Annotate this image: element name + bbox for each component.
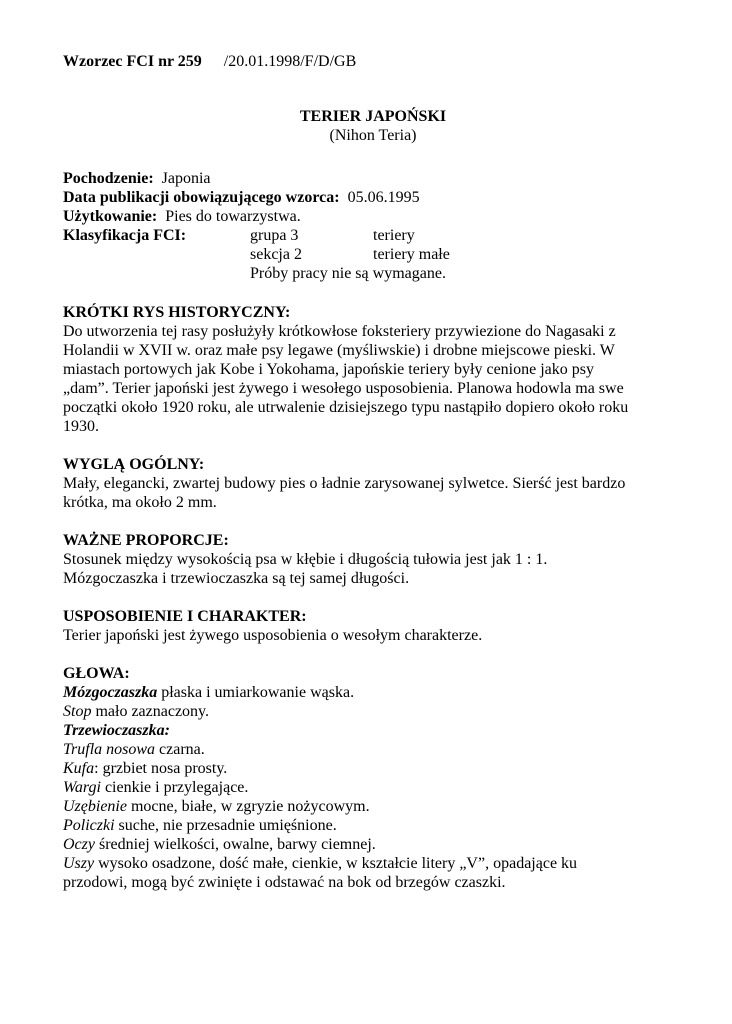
stop-line bbox=[63, 702, 683, 721]
history-heading: KRÓTKI RYS HISTORYCZNY: bbox=[63, 304, 291, 321]
muzzle-text: : grzbiet nosa prosty. bbox=[94, 760, 228, 777]
use-value: Pies do towarzystwa. bbox=[165, 208, 301, 225]
history-line: miastach portowych jak Kobe i Yokohama, japońskie teriery były cenione jako psy bbox=[63, 361, 594, 378]
skull-line bbox=[63, 683, 683, 702]
proportions-heading: WAŻNE PROPORCJE: bbox=[63, 532, 229, 549]
fci-group: grupa 3 bbox=[250, 227, 299, 244]
date-value: 05.06.1995 bbox=[347, 189, 420, 206]
temperament-line: Terier japoński jest żywego usposobienia o wesołym charakterze. bbox=[63, 627, 483, 644]
origin-value: Japonia bbox=[161, 170, 211, 187]
standard-number: Wzorzec FCI nr 259 bbox=[63, 53, 202, 70]
date-row bbox=[63, 188, 683, 207]
stop-text: mało zaznaczony. bbox=[91, 703, 210, 720]
proportions-line: Stosunek między wysokością psa w kłębie i długością tułowia jest jak 1 : 1. bbox=[63, 551, 548, 568]
nose-line bbox=[63, 740, 683, 759]
standard-header bbox=[63, 52, 683, 71]
face-term: Trzewioczaszka: bbox=[63, 722, 170, 739]
date-label: Data publikacji obowiązującego wzorca: bbox=[63, 189, 340, 206]
general-line: krótka, ma około 2 mm. bbox=[63, 494, 217, 511]
use-row bbox=[63, 207, 683, 226]
meta-block bbox=[63, 169, 683, 283]
teeth-line bbox=[63, 797, 683, 816]
history-line: Holandii w XVII w. oraz małe psy legawe (myśliwskie) i drobne miejscowe pieski. W bbox=[63, 342, 615, 359]
muzzle-term: Kufa bbox=[63, 760, 95, 777]
nose-text: czarna. bbox=[155, 741, 205, 758]
eyes-term: Oczy bbox=[63, 836, 95, 853]
fci-label: Klasyfikacja FCI: bbox=[63, 227, 187, 244]
ears-term: Uszy bbox=[63, 855, 95, 872]
skull-text: płaska i umiarkowanie wąska. bbox=[157, 684, 355, 701]
stop-term: Stop bbox=[63, 703, 92, 720]
head-heading: GŁOWA: bbox=[63, 665, 130, 682]
history-line: 1930. bbox=[63, 418, 99, 435]
fci-section: sekcja 2 bbox=[250, 246, 302, 263]
ears-text: wysoko osadzone, dość małe, cienkie, w kształcie litery „V”, opadające ku bbox=[94, 855, 578, 872]
cheeks-line bbox=[63, 816, 683, 835]
fci-work-trial: Próby pracy nie są wymagane. bbox=[250, 265, 446, 282]
teeth-term: Uzębienie bbox=[63, 798, 127, 815]
lips-term: Wargi bbox=[63, 779, 101, 796]
history-line: początki około 1920 roku, ale utrwalenie dzisiejszego typu nastąpiło dopiero około roku bbox=[63, 399, 629, 416]
document-page bbox=[63, 52, 683, 892]
teeth-text: mocne, białe, w zgryzie nożycowym. bbox=[126, 798, 370, 815]
lips-line bbox=[63, 778, 683, 797]
skull-term: Mózgoczaszka bbox=[63, 684, 158, 701]
lips-text: cienkie i przylegające. bbox=[100, 779, 249, 796]
origin-row bbox=[63, 169, 683, 188]
standard-code: /20.01.1998/F/D/GB bbox=[223, 53, 357, 70]
use-label: Użytkowanie: bbox=[63, 208, 158, 225]
cheeks-term: Policzki bbox=[63, 817, 115, 834]
fci-group-name: teriery bbox=[373, 227, 415, 244]
breed-title: TERIER JAPOŃSKI bbox=[299, 108, 447, 125]
general-heading: WYGLĄ OGÓLNY: bbox=[63, 456, 205, 473]
face-line bbox=[63, 721, 683, 740]
breed-subtitle: (Nihon Teria) bbox=[329, 127, 417, 144]
fci-section-name: teriery małe bbox=[373, 246, 450, 263]
muzzle-line bbox=[63, 759, 683, 778]
history-line: Do utworzenia tej rasy posłużyły krótkowłose foksteriery przywiezione do Nagasaki z bbox=[63, 323, 616, 340]
ears-line bbox=[63, 854, 683, 873]
eyes-text: średniej wielkości, owalne, barwy ciemnej. bbox=[94, 836, 376, 853]
eyes-line bbox=[63, 835, 683, 854]
ears-line-continued: przodowi, mogą być zwinięte i odstawać na bok od brzegów czaszki. bbox=[63, 874, 506, 891]
history-line: „dam”. Terier japoński jest żywego i wesołego usposobienia. Planowa hodowla ma swe bbox=[63, 380, 624, 397]
fci-classification bbox=[63, 226, 683, 283]
nose-term: Trufla nosowa bbox=[63, 741, 156, 758]
cheeks-text: suche, nie przesadnie umięśnione. bbox=[114, 817, 337, 834]
proportions-line: Mózgoczaszka i trzewioczaszka są tej samej długości. bbox=[63, 570, 410, 587]
temperament-heading: USPOSOBIENIE I CHARAKTER: bbox=[63, 608, 307, 625]
origin-label: Pochodzenie: bbox=[63, 170, 154, 187]
general-line: Mały, elegancki, zwartej budowy pies o ładnie zarysowanej sylwetce. Sierść jest bardzo bbox=[63, 475, 626, 492]
